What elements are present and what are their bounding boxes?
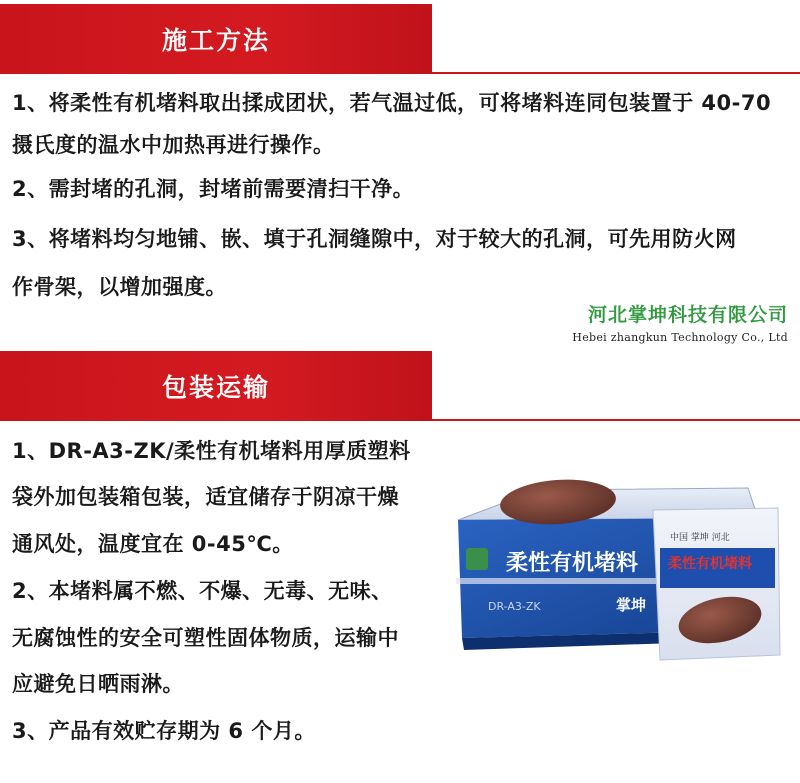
packaging-line-7: 3、产品有效贮存期为 6 个月。 [12, 719, 316, 743]
construction-line-4: 3、将堵料均匀地铺、嵌、填于孔洞缝隙中，对于较大的孔洞，可先用防火网 [12, 227, 737, 251]
packaging-line-2: 袋外加包装箱包装，适宜储存于阴凉干燥 [12, 485, 399, 509]
section-construction-banner [0, 4, 432, 74]
box-logo-icon [466, 548, 488, 570]
packaging-line-6: 应避免日晒雨淋。 [12, 672, 184, 696]
section-packaging-banner [0, 351, 432, 421]
section-divider [432, 419, 800, 421]
construction-line-3: 2、需封堵的孔洞，封堵前需要清扫干净。 [12, 177, 415, 201]
company-signature [572, 300, 788, 344]
construction-line-1: 1、将柔性有机堵料取出揉成团状，若气温过低，可将堵料连同包装置于 40-70 [12, 91, 772, 115]
bag-header: 中国 掌坤 河北 [670, 533, 730, 543]
section-divider [432, 72, 800, 74]
company-name-cn: 河北掌坤科技有限公司 [587, 304, 788, 326]
box-model: DR-A3-ZK [488, 600, 541, 613]
company-name-en: Hebei zhangkun Technology Co., Ltd [572, 331, 788, 344]
bag-title: 柔性有机堵料 [668, 556, 752, 572]
packaging-line-1: 1、DR-A3-ZK/柔性有机堵料用厚质塑料 [12, 439, 411, 463]
packaging-line-4: 2、本堵料属不燃、不爆、无毒、无味、 [12, 579, 393, 603]
section-construction-title: 施工方法 [161, 26, 270, 55]
packaging-line-5: 无腐蚀性的安全可塑性固体物质，运输中 [12, 626, 399, 650]
packaging-line-3: 通风处，温度宜在 0-45℃。 [12, 532, 294, 556]
product-photo [448, 460, 788, 670]
construction-line-5: 作骨架，以增加强度。 [12, 275, 227, 299]
box-brand: 掌坤 [616, 596, 647, 614]
construction-line-2: 摄氏度的温水中加热再进行操作。 [12, 133, 335, 157]
box-title: 柔性有机堵料 [506, 551, 639, 576]
section-packaging-title: 包装运输 [161, 373, 270, 402]
